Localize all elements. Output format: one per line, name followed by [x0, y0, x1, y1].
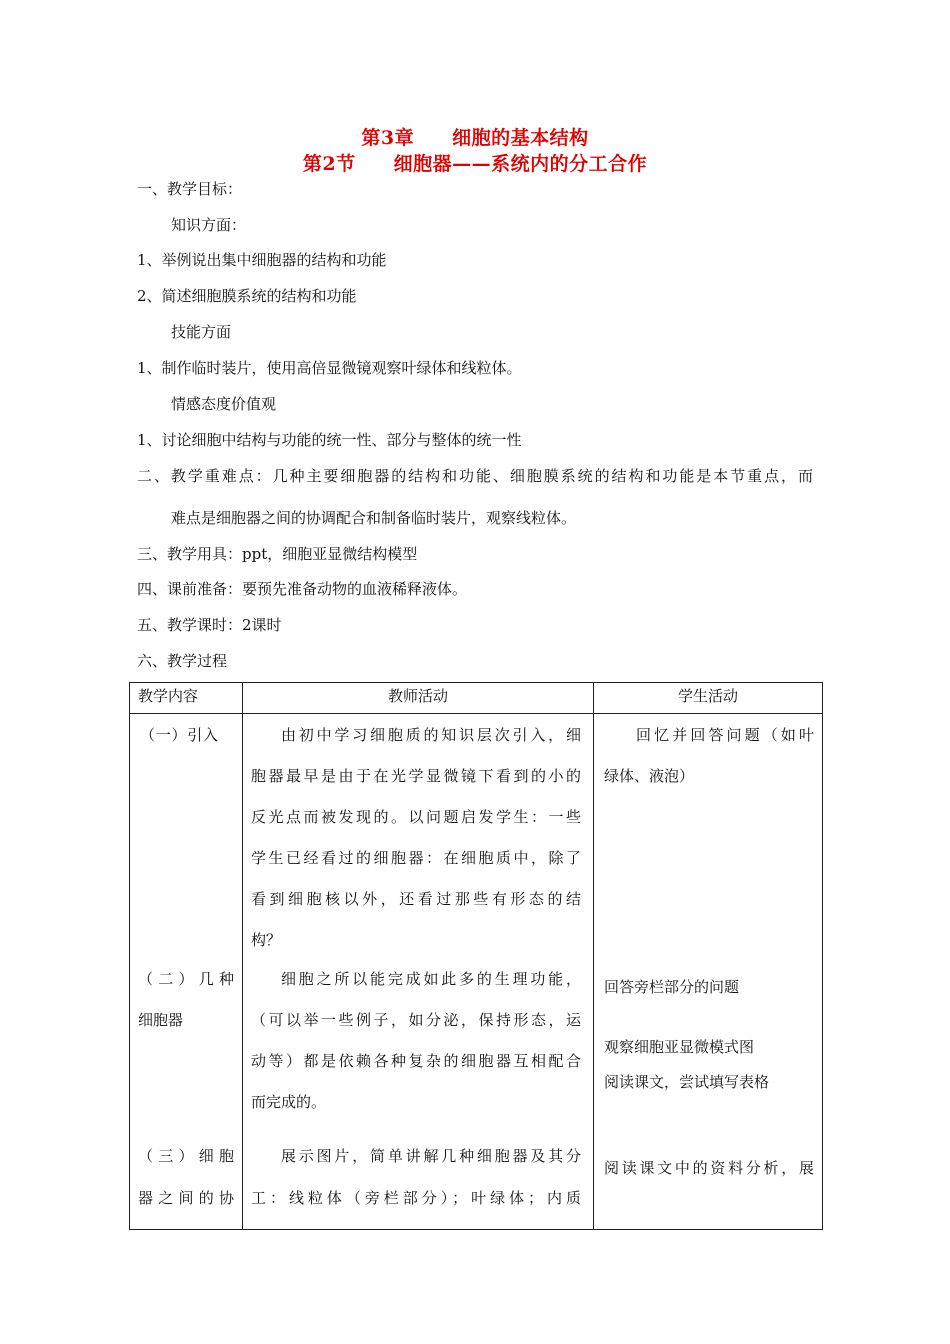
teacher-line: 而完成的。 — [251, 1093, 327, 1111]
section-name: 细胞器——系统内的分工合作 — [393, 153, 648, 175]
objectives-heading: 一、教学目标： — [137, 180, 243, 198]
skills-heading: 技能方面 — [171, 323, 232, 341]
teacher-line: （可以举一些例子，如分泌，保持形态，运 — [251, 1011, 581, 1029]
section-title — [0, 149, 950, 176]
table-row — [130, 714, 823, 1230]
chapter-title — [0, 123, 950, 150]
content-line: 细胞器 — [138, 1011, 184, 1029]
knowledge-item-2: 2、简述细胞膜系统的结构和功能 — [137, 287, 357, 305]
knowledge-item-1: 1、举例说出集中细胞器的结构和功能 — [137, 251, 387, 269]
header-teacher: 教师活动 — [243, 683, 594, 714]
content-line: （三）细胞 — [138, 1147, 234, 1165]
teacher-line: 胞器最早是由于在光学显微镜下看到的小的 — [251, 767, 581, 785]
student-cell — [594, 714, 823, 1230]
class-hours: 五、教学课时：2课时 — [137, 616, 282, 634]
knowledge-heading: 知识方面： — [171, 216, 247, 234]
student-line: 阅读课文，尝试填写表格 — [604, 1073, 770, 1091]
attitude-heading: 情感态度价值观 — [171, 395, 277, 413]
attitude-item-1: 1、讨论细胞中结构与功能的统一性、部分与整体的统一性 — [137, 431, 522, 449]
teacher-line: 由初中学习细胞质的知识层次引入，细 — [281, 726, 581, 744]
teaching-tools: 三、教学用具：ppt，细胞亚显微结构模型 — [137, 545, 418, 563]
header-content: 教学内容 — [130, 683, 243, 714]
key-points-line-1: 二、教学重难点：几种主要细胞器的结构和功能、细胞膜系统的结构和功能是本节重点，而 — [137, 467, 813, 485]
teacher-line: 动等）都是依赖各种复杂的细胞器互相配合 — [251, 1052, 581, 1070]
table-header-row — [130, 683, 823, 714]
key-points-line-2: 难点是细胞器之间的协调配合和制备临时装片，观察线粒体。 — [171, 509, 577, 527]
teacher-line: 反光点而被发现的。以问题启发学生：一些 — [251, 808, 581, 826]
teaching-process-table — [129, 682, 823, 1230]
chapter-number: 第3章 — [361, 127, 415, 149]
process-heading: 六、教学过程 — [137, 652, 228, 670]
teacher-line: 看到细胞核以外，还看过那些有形态的结 — [251, 890, 581, 908]
content-cell — [130, 714, 243, 1230]
teacher-line: 展示图片，简单讲解几种细胞器及其分 — [281, 1147, 581, 1165]
teacher-line: 构？ — [251, 931, 282, 949]
section-number: 第2节 — [302, 153, 356, 175]
content-line: （二）几种 — [138, 970, 234, 988]
teacher-line: 工：线粒体（旁栏部分）；叶绿体；内质 — [251, 1189, 581, 1207]
student-line: 绿体、液泡） — [604, 767, 695, 785]
content-line: （一）引入 — [140, 726, 218, 744]
skills-item-1: 1、制作临时装片，使用高倍显微镜观察叶绿体和线粒体。 — [137, 359, 522, 377]
student-line: 观察细胞亚显微模式图 — [604, 1038, 755, 1056]
student-line: 阅读课文中的资料分析，展 — [604, 1159, 814, 1177]
teacher-line: 学生已经看过的细胞器：在细胞质中，除了 — [251, 849, 581, 867]
student-line: 回答旁栏部分的问题 — [604, 978, 740, 996]
content-line: 器之间的协 — [138, 1189, 234, 1207]
chapter-name: 细胞的基本结构 — [452, 127, 589, 149]
teacher-cell — [243, 714, 594, 1230]
class-preparation: 四、课前准备：要预先准备动物的血液稀释液体。 — [137, 580, 468, 598]
header-student: 学生活动 — [594, 683, 823, 714]
student-line: 回忆并回答问题（如叶 — [636, 726, 814, 744]
teacher-line: 细胞之所以能完成如此多的生理功能， — [281, 970, 581, 988]
